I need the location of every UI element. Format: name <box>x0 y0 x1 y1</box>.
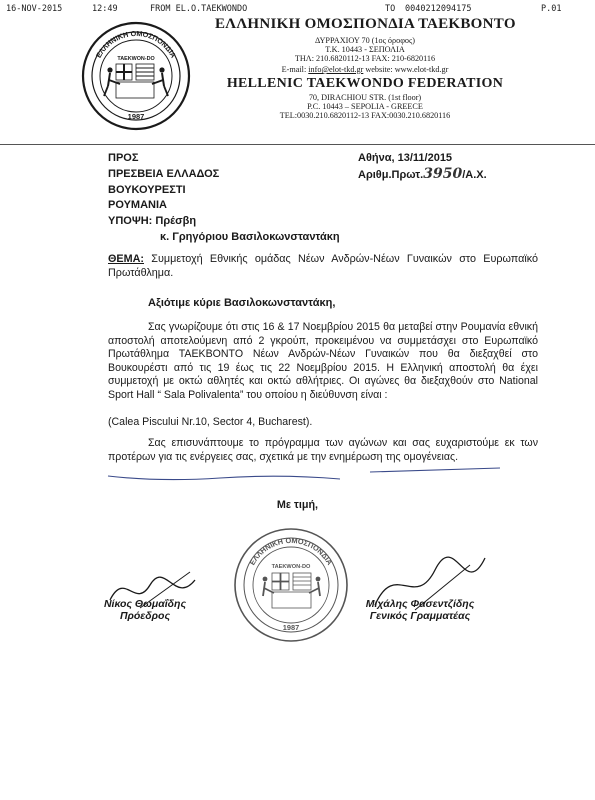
website-label: website: <box>365 65 393 74</box>
recipient-attn: ΥΠΟΨΗ: Πρέσβη <box>108 215 197 228</box>
fax-to: TO <box>385 4 396 14</box>
paragraph-1 <box>108 321 538 403</box>
letterhead <box>215 16 515 120</box>
stamp-icon <box>232 526 350 644</box>
recipient-line3: ΡΟΥΜΑΝΙΑ <box>108 199 167 212</box>
recipient-name: κ. Γρηγόριου Βασιλοκωνσταντάκη <box>160 230 340 243</box>
stamp-year: 1987 <box>282 623 300 632</box>
protocol-suffix: /Α.Χ. <box>462 168 487 181</box>
protocol-number: 3950 <box>423 165 463 182</box>
subject-label: ΘΕΜΑ: <box>108 253 144 265</box>
email-link[interactable]: info@elot-tkd.gr <box>308 65 364 74</box>
letter-date: Αθήνα, 13/11/2015 <box>358 152 453 164</box>
letterhead-title-en: HELLENIC TAEKWONDO FEDERATION <box>226 76 504 91</box>
letterhead-postcode-gr: Τ.Κ. 10443 - ΣΕΠΟΛΙΑ <box>325 45 405 54</box>
stamp-top-text: ΕΛΛΗΝΙΚΗ ΟΜΟΣΠΟΝΔΙΑ <box>247 535 335 567</box>
paragraph-1-text: Σας γνωρίζουμε ότι στις 16 & 17 Νοεμβρίου 2015 θα μεταβεί στην Ρουμανία εθνική αποστολή αποτελούμενη από 2 γκρούπ, προκειμένου να συμμετάσχει στο Ευρωπαϊκό Πρωτάθλημα ΤΑΕΚΒΟΝΤΟ Νέων Ανδρών-Νέων Γυναικών που θα διεξαχθεί στο Βουκουρέστι από τις 19 έως τις 22 Νοεμβρίου 2015. Η Ελληνική αποστολή θα έχει συμμετοχή με οκτώ αθλητές και οκτώ αθλήτριες. Οι αγώνες θα διεξαχθούν στο National Sport Hall “ Sala Polivalenta” του οποίου η διεύθυνση είναι : <box>108 321 538 401</box>
logo-year: 1987 <box>127 112 145 121</box>
subject-block <box>108 253 538 280</box>
fax-date: 16-NOV-2015 <box>6 4 63 14</box>
letterhead-address-gr: ΔΥΡΡΑΧΙΟΥ 70 (1ος όροφος) <box>315 36 415 45</box>
fax-number: 0040212094175 <box>405 4 472 14</box>
president-role: Πρόεδρος <box>119 610 171 622</box>
secretary-role: Γενικός Γραμματέας <box>369 610 471 622</box>
official-stamp <box>232 526 350 644</box>
logo-top-text: ΕΛΛΗΝΙΚΗ ΟΜΟΣΠΟΝΔΙΑ <box>93 28 179 60</box>
letterhead-divider <box>0 144 595 145</box>
meta-block <box>358 151 487 184</box>
recipient-line2: ΒΟΥΚΟΥΡΕΣΤΙ <box>108 183 186 196</box>
fax-time: 12:49 <box>92 4 118 14</box>
president-name: Νίκος Θωμαΐδης <box>103 598 187 610</box>
signatory-president <box>80 598 210 622</box>
recipient-to-label: ΠΡΟΣ <box>108 152 139 164</box>
paragraph-1-address: (Calea Piscului Nr.10, Sector 4, Bucharest). <box>108 416 313 428</box>
secretary-name: Μιχάλης Φασεντζίδης <box>365 598 475 610</box>
protocol-label: Αριθμ.Πρωτ. <box>358 168 424 181</box>
pen-underline <box>100 460 520 484</box>
salutation: Αξιότιμε κύριε Βασιλοκωνσταντάκη, <box>148 297 336 309</box>
fax-from: FROM EL.O.TAEKWONDO <box>150 4 248 14</box>
letterhead-postcode-en: P.C. 10443 – SEPOLIA - GREECE <box>307 102 423 111</box>
fax-page: P.01 <box>541 4 562 14</box>
letterhead-title-gr: ΕΛΛΗΝΙΚΗ ΟΜΟΣΠΟΝΔΙΑ ΤΑΕΚΒΟΝΤΟ <box>215 16 516 32</box>
recipient-block <box>108 151 340 246</box>
stamp-mid-text: TAEKWON-DO <box>271 564 311 570</box>
letterhead-phone-en: TEL:0030.210.6820112-13 FAX:0030.210.6820116 <box>279 111 451 120</box>
protocol-line <box>358 167 487 184</box>
logo-mid-text: TAEKWON-DO <box>117 56 155 62</box>
website-link[interactable]: www.elot-tkd.gr <box>394 65 449 74</box>
email-label: E-mail: <box>281 65 307 74</box>
letterhead-phone-gr: ΤΗΛ: 210.6820112-13 FAX: 210-6820116 <box>294 54 436 63</box>
federation-logo-icon <box>80 20 192 132</box>
closing: Με τιμή, <box>276 499 319 511</box>
recipient-line1: ΠΡΕΣΒΕΙΑ ΕΛΛΑΔΟΣ <box>108 167 220 180</box>
federation-logo <box>80 20 192 132</box>
letterhead-address-en: 70, DIRACHIOU STR. (1st floor) <box>308 93 422 102</box>
letterhead-contact-line <box>215 65 515 74</box>
paragraph-2: Σας επισυνάπτουμε το πρόγραμμα των αγώνων και σας ευχαριστούμε εκ των προτέρων για τις ενέργειες σας, σχετικά με την ενημέρωση της ομογένειας. <box>108 437 538 463</box>
subject-text: Συμμετοχή Εθνικής ομάδας Νέων Ανδρών-Νέων Γυναικών στο Ευρωπαϊκό Πρωτάθλημα. <box>108 253 538 279</box>
signatory-secretary <box>350 598 490 622</box>
